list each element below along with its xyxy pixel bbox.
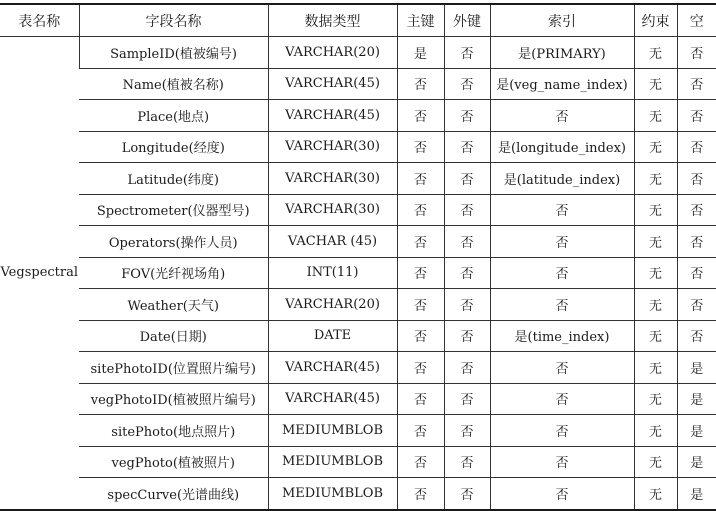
field-name-cell: Name(植被名称) [79,68,268,100]
primary-key-cell: 否 [397,226,444,258]
header-row [0,4,716,37]
index-cell: 否 [490,478,634,510]
index-cell: 否 [490,352,634,384]
table-row [0,163,716,195]
data-type-cell: VARCHAR(30) [268,163,397,195]
index-cell: 否 [490,383,634,415]
table-row [0,257,716,289]
field-name-cell: vegPhotoID(植被照片编号) [79,383,268,415]
field-name-cell: specCurve(光谱曲线) [79,478,268,510]
foreign-key-cell: 否 [444,163,490,195]
nullable-cell: 否 [677,320,716,352]
table-name-cell: Vegspectral [0,37,79,510]
index-cell: 否 [490,100,634,132]
constraint-cell: 无 [634,415,677,447]
foreign-key-cell: 否 [444,131,490,163]
table-row [0,226,716,258]
index-cell: 是(veg_name_index) [490,68,634,100]
nullable-cell: 是 [677,446,716,478]
primary-key-cell: 否 [397,163,444,195]
index-cell: 否 [490,446,634,478]
foreign-key-cell: 否 [444,289,490,321]
foreign-key-cell: 否 [444,320,490,352]
nullable-cell: 否 [677,100,716,132]
nullable-cell: 是 [677,478,716,510]
foreign-key-cell: 否 [444,352,490,384]
foreign-key-cell: 否 [444,383,490,415]
constraint-cell: 无 [634,68,677,100]
data-type-cell: MEDIUMBLOB [268,415,397,447]
nullable-cell: 是 [677,352,716,384]
data-type-cell: VARCHAR(45) [268,68,397,100]
table-row [0,68,716,100]
foreign-key-cell: 否 [444,478,490,510]
field-name-cell: Operators(操作人员) [79,226,268,258]
index-cell: 否 [490,415,634,447]
field-name-cell: Longitude(经度) [79,131,268,163]
primary-key-cell: 否 [397,68,444,100]
primary-key-cell: 否 [397,446,444,478]
primary-key-cell: 否 [397,289,444,321]
header-index: 索引 [490,4,634,37]
nullable-cell: 是 [677,383,716,415]
table-row [0,194,716,226]
nullable-cell: 是 [677,415,716,447]
field-name-cell: Latitude(纬度) [79,163,268,195]
foreign-key-cell: 否 [444,194,490,226]
nullable-cell: 否 [677,194,716,226]
constraint-cell: 无 [634,352,677,384]
header-data-type: 数据类型 [268,4,397,37]
schema-table-body [0,37,716,510]
field-name-cell: Place(地点) [79,100,268,132]
table-row [0,352,716,384]
table-row [0,478,716,510]
nullable-cell: 否 [677,257,716,289]
data-type-cell: VACHAR (45) [268,226,397,258]
nullable-cell: 否 [677,163,716,195]
header-constraint: 约束 [634,4,677,37]
table-row [0,37,716,69]
data-type-cell: VARCHAR(30) [268,194,397,226]
data-type-cell: VARCHAR(20) [268,289,397,321]
index-cell: 否 [490,194,634,226]
foreign-key-cell: 否 [444,37,490,69]
field-name-cell: FOV(光纤视场角) [79,257,268,289]
data-type-cell: MEDIUMBLOB [268,478,397,510]
primary-key-cell: 否 [397,415,444,447]
primary-key-cell: 否 [397,320,444,352]
data-type-cell: VARCHAR(45) [268,383,397,415]
foreign-key-cell: 否 [444,415,490,447]
index-cell: 否 [490,226,634,258]
index-cell: 是(longitude_index) [490,131,634,163]
data-type-cell: VARCHAR(20) [268,37,397,69]
nullable-cell: 否 [677,68,716,100]
data-type-cell: MEDIUMBLOB [268,446,397,478]
primary-key-cell: 否 [397,478,444,510]
index-cell: 是(time_index) [490,320,634,352]
nullable-cell: 否 [677,131,716,163]
foreign-key-cell: 否 [444,226,490,258]
index-cell: 否 [490,257,634,289]
field-name-cell: Weather(天气) [79,289,268,321]
primary-key-cell: 否 [397,383,444,415]
primary-key-cell: 否 [397,352,444,384]
field-name-cell: sitePhoto(地点照片) [79,415,268,447]
data-type-cell: INT(11) [268,257,397,289]
table-row [0,100,716,132]
nullable-cell: 否 [677,226,716,258]
constraint-cell: 无 [634,100,677,132]
foreign-key-cell: 否 [444,257,490,289]
header-table-name: 表名称 [18,13,61,30]
constraint-cell: 无 [634,194,677,226]
nullable-cell: 否 [677,37,716,69]
field-name-cell: Date(日期) [79,320,268,352]
constraint-cell: 无 [634,289,677,321]
constraint-cell: 无 [634,131,677,163]
constraint-cell: 无 [634,163,677,195]
primary-key-cell: 否 [397,257,444,289]
foreign-key-cell: 否 [444,446,490,478]
header-field-name: 字段名称 [79,4,268,37]
index-cell: 否 [490,289,634,321]
field-name-cell: Spectrometer(仪器型号) [79,194,268,226]
constraint-cell: 无 [634,37,677,69]
data-type-cell: DATE [268,320,397,352]
constraint-cell: 无 [634,320,677,352]
schema-table [0,3,716,511]
index-cell: 是(latitude_index) [490,163,634,195]
field-name-cell: sitePhotoID(位置照片编号) [79,352,268,384]
foreign-key-cell: 否 [444,68,490,100]
data-type-cell: VARCHAR(45) [268,100,397,132]
foreign-key-cell: 否 [444,100,490,132]
table-row [0,289,716,321]
data-type-cell: VARCHAR(45) [268,352,397,384]
table-row [0,320,716,352]
table-row [0,383,716,415]
primary-key-cell: 否 [397,131,444,163]
nullable-cell: 否 [677,289,716,321]
constraint-cell: 无 [634,257,677,289]
constraint-cell: 无 [634,226,677,258]
table-row [0,415,716,447]
header-foreign-key: 外键 [444,4,490,37]
index-cell: 是(PRIMARY) [490,37,634,69]
table-row [0,131,716,163]
primary-key-cell: 否 [397,194,444,226]
data-type-cell: VARCHAR(30) [268,131,397,163]
constraint-cell: 无 [634,478,677,510]
primary-key-cell: 否 [397,100,444,132]
constraint-cell: 无 [634,383,677,415]
table-row [0,446,716,478]
header-nullable: 空 [677,4,716,37]
field-name-cell: vegPhoto(植被照片) [79,446,268,478]
header-primary-key: 主键 [397,4,444,37]
field-name-cell: SampleID(植被编号) [79,37,268,69]
primary-key-cell: 是 [397,37,444,69]
constraint-cell: 无 [634,446,677,478]
